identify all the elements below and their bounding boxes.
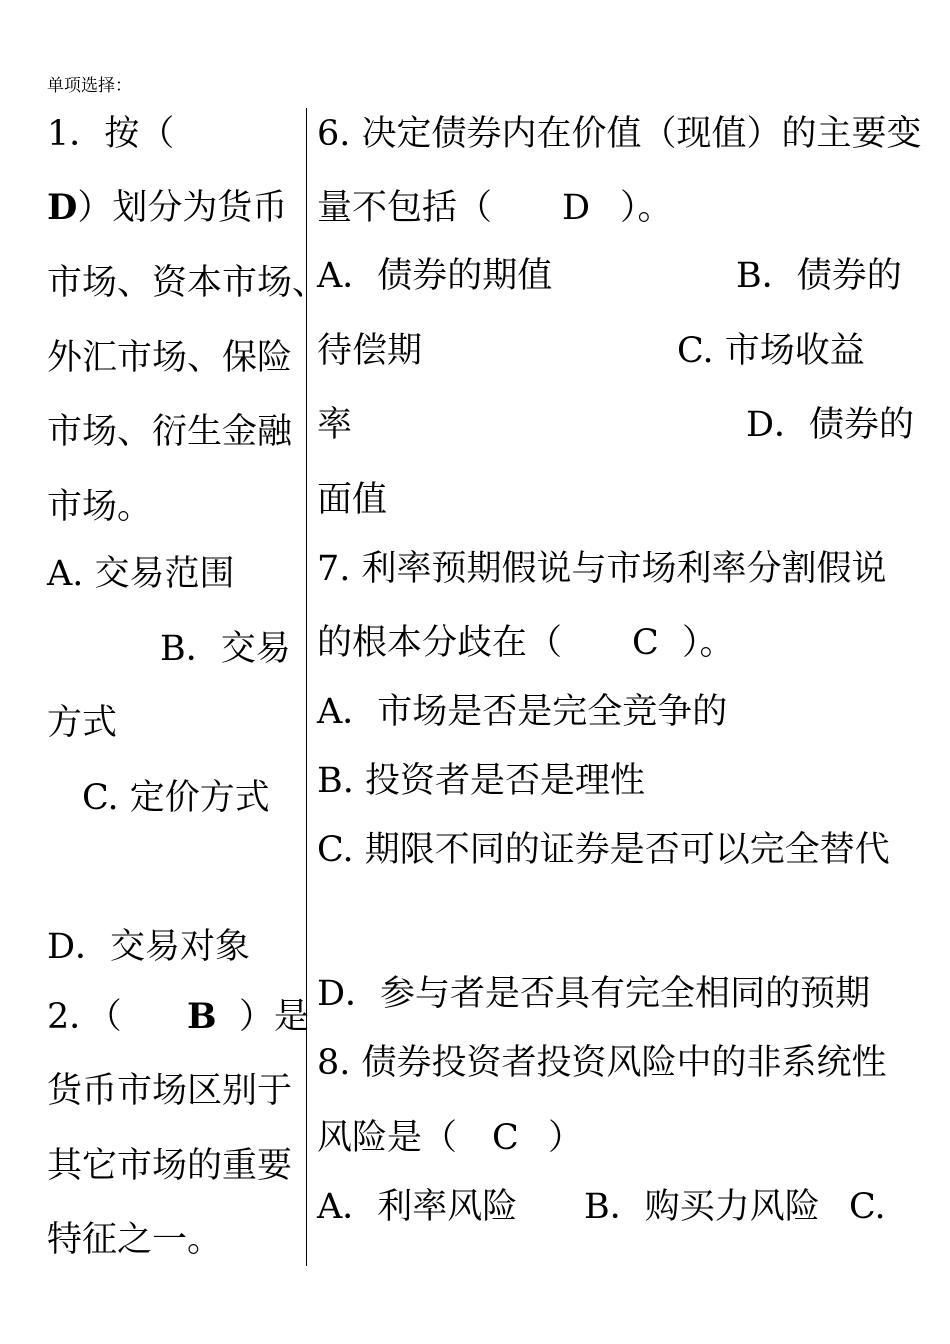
q7-line-1: 7. 利率预期假说与市场利率分割假说 <box>317 549 887 589</box>
q6-answer: D <box>562 188 591 228</box>
q1-line-3: 市场、资本市场、 <box>47 263 328 303</box>
q7-line-2-suffix: ）。 <box>682 623 735 663</box>
q2-answer: B <box>187 996 217 1037</box>
q2-line-3: 其它市场的重要 <box>47 1146 293 1186</box>
q1-line-4: 外汇市场、保险 <box>47 338 293 378</box>
q1-line-1: 1．按（ <box>47 114 175 154</box>
q2-line-1-suffix: ）是 <box>239 997 310 1037</box>
q6-option-b: B．债券的 <box>736 256 902 296</box>
q8-line-1: 8. 债券投资者投资风险中的非系统性 <box>317 1043 887 1083</box>
q1-option-c: C. 定价方式 <box>82 778 270 818</box>
q1-answer: D <box>47 187 78 228</box>
q7-option-d: D．参与者是否具有完全相同的预期 <box>317 974 871 1014</box>
q1-line-5: 市场、衍生金融 <box>47 412 293 452</box>
q8-option-b: B．购买力风险 <box>584 1187 820 1227</box>
q6-option-c-cont: 率 <box>317 405 353 445</box>
q1-option-b-cont: 方式 <box>47 703 118 743</box>
q6-option-b-cont: 待偿期 <box>317 331 423 371</box>
q1-option-b: B．交易 <box>160 629 291 669</box>
q6-line-2-suffix: ）。 <box>620 188 673 228</box>
q7-line-2-prefix: 的根本分歧在（ <box>317 623 563 663</box>
q7-option-a: A．市场是否是完全竞争的 <box>317 692 728 732</box>
q8-option-c: C. <box>849 1187 886 1227</box>
q1-line-2-text: ）划分为货币 <box>77 188 288 228</box>
q8-line-2-suffix: ） <box>548 1118 584 1158</box>
q6-option-c: C. 市场收益 <box>677 331 865 371</box>
q2-line-4: 特征之一。 <box>47 1220 223 1260</box>
q8-option-a: A．利率风险 <box>317 1187 518 1227</box>
q7-answer: C <box>632 623 659 663</box>
q6-option-d-cont: 面值 <box>317 480 388 520</box>
q2-line-1-prefix: 2．（ <box>47 997 122 1037</box>
q1-line-6: 市场。 <box>47 487 153 527</box>
q7-option-b: B. 投资者是否是理性 <box>317 761 645 801</box>
q7-option-c: C. 期限不同的证券是否可以完全替代 <box>317 830 890 870</box>
q6-option-d: D．债券的 <box>746 405 915 445</box>
q6-line-2-prefix: 量不包括（ <box>317 188 493 228</box>
q1-option-d: D．交易对象 <box>47 927 251 967</box>
q8-answer: C <box>492 1118 519 1158</box>
q6-option-a: A．债券的期值 <box>317 256 553 296</box>
q1-option-a: A. 交易范围 <box>47 554 235 594</box>
q8-line-2-prefix: 风险是（ <box>317 1118 458 1158</box>
q2-line-2: 货币市场区别于 <box>47 1071 293 1111</box>
section-heading: 单项选择： <box>47 76 132 96</box>
q1-line-2 <box>47 186 287 230</box>
q6-line-1: 6. 决定债券内在价值（现值）的主要变 <box>317 114 922 154</box>
